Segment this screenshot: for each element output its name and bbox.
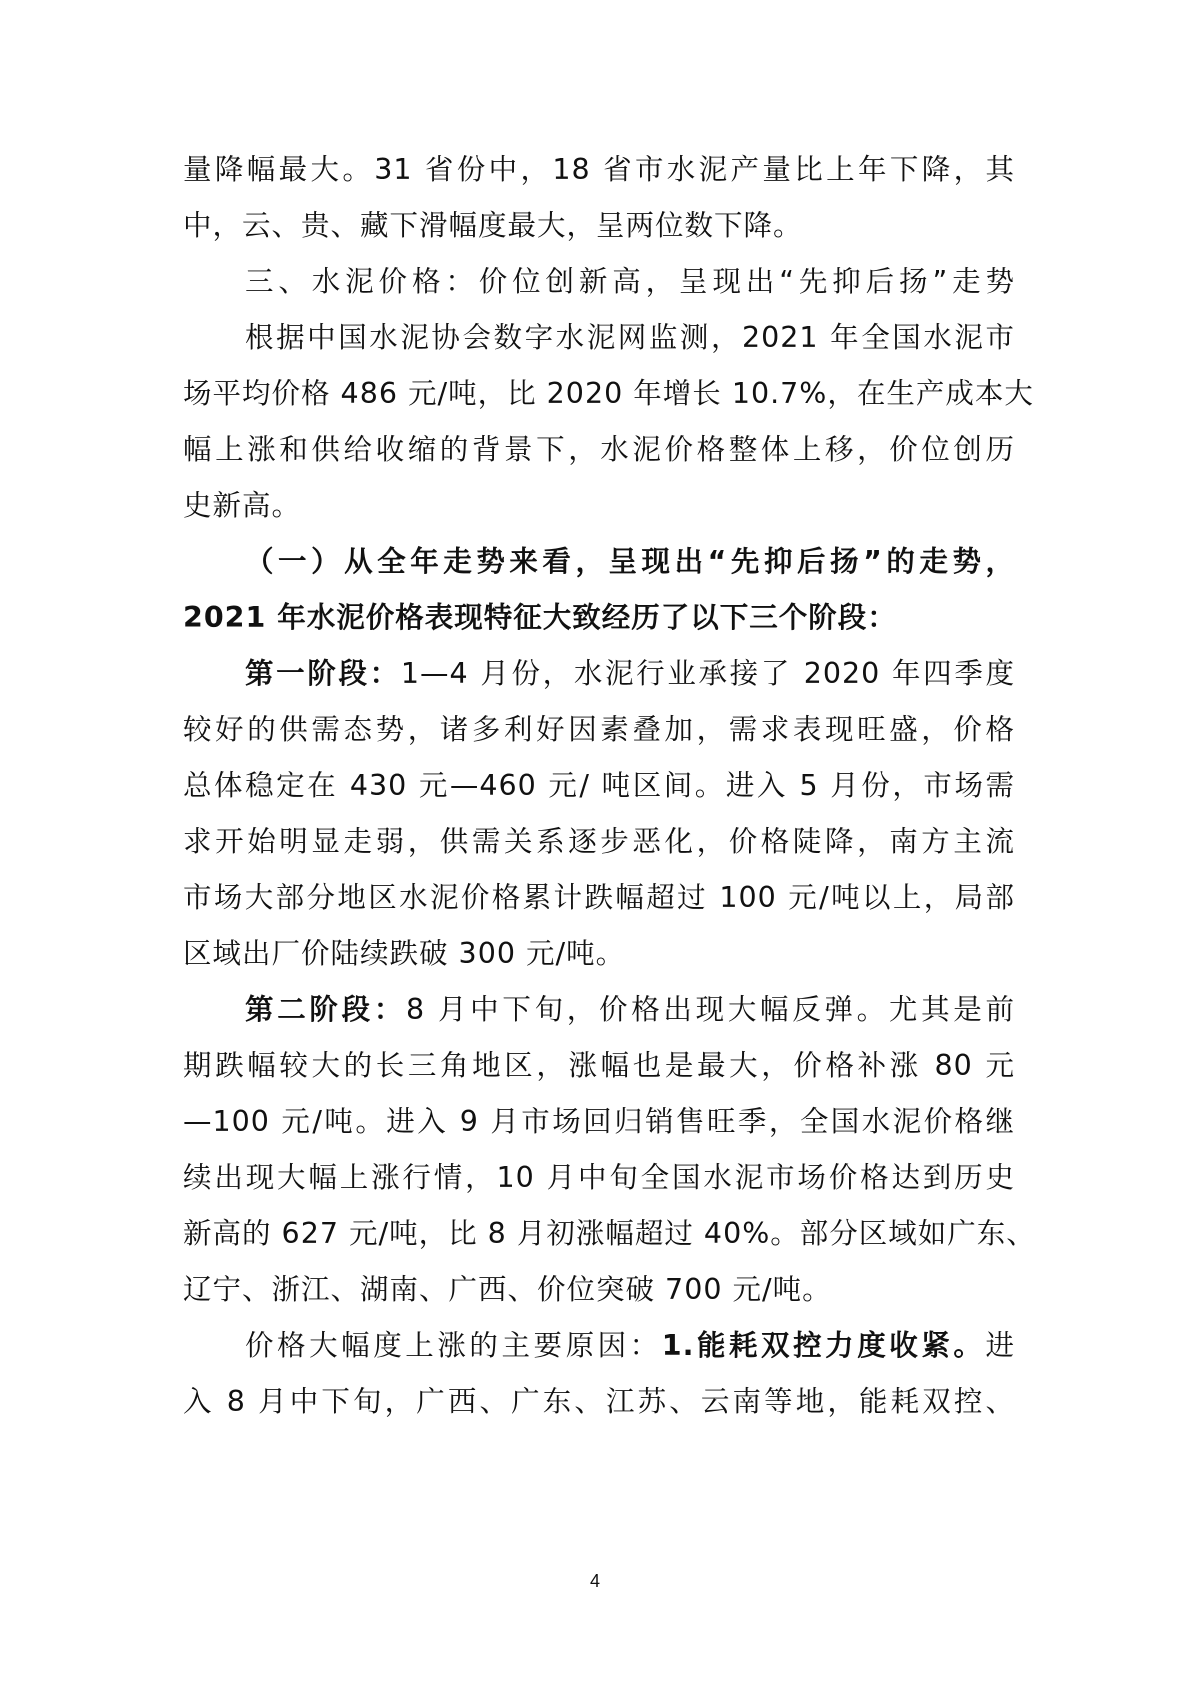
paragraph-line: 量降幅最大。31 省份中，18 省市水泥产量比上年下降，其 (183, 153, 1015, 186)
subsection-heading: 2021 年水泥价格表现特征大致经历了以下三个阶段： (183, 601, 897, 634)
section-heading: 三、水泥价格：价位创新高，呈现出“先抑后扬”走势 (245, 265, 1015, 298)
paragraph-line: 入 8 月中下旬，广西、广东、江苏、云南等地，能耗双控、 (183, 1385, 1015, 1418)
paragraph-line: 期跌幅较大的长三角地区，涨幅也是最大，价格补涨 80 元 (183, 1049, 1015, 1082)
paragraph-line: 辽宁、浙江、湖南、广西、价位突破 700 元/吨。 (183, 1273, 832, 1306)
stage-two-line (245, 990, 1015, 1030)
paragraph-line: 市场大部分地区水泥价格累计跌幅超过 100 元/吨以上，局部 (183, 881, 1015, 914)
page-number: 4 (589, 1571, 600, 1591)
stage-two-label: 第二阶段： (245, 993, 407, 1026)
stage-one-text: 1—4 月份，水泥行业承接了 2020 年四季度 (400, 657, 1015, 690)
paragraph-line: 总体稳定在 430 元—460 元/ 吨区间。进入 5 月份，市场需 (183, 769, 1015, 802)
reason-suffix: 进 (985, 1329, 1015, 1362)
stage-one-label: 第一阶段： (245, 657, 401, 690)
paragraph-line: 史新高。 (183, 489, 302, 522)
paragraph-line: 新高的 627 元/吨，比 8 月初涨幅超过 40%。部分区域如广东、 (183, 1217, 1036, 1250)
reason-prefix: 价格大幅度上涨的主要原因： (245, 1329, 662, 1362)
paragraph-line: 中，云、贵、藏下滑幅度最大，呈两位数下降。 (183, 209, 803, 242)
paragraph-line: 幅上涨和供给收缩的背景下，水泥价格整体上移，价位创历 (183, 433, 1015, 466)
subsection-heading: （一）从全年走势来看，呈现出“先抑后扬”的走势， (245, 545, 1015, 578)
stage-two-text: 8 月中下旬，价格出现大幅反弹。尤其是前 (406, 993, 1015, 1026)
reason-bold: 1.能耗双控力度收紧。 (661, 1329, 986, 1362)
paragraph-line: 区域出厂价陆续跌破 300 元/吨。 (183, 937, 626, 970)
stage-one-line (245, 654, 1015, 694)
paragraph-line: 较好的供需态势，诸多利好因素叠加，需求表现旺盛，价格 (183, 713, 1015, 746)
paragraph-line: 根据中国水泥协会数字水泥网监测，2021 年全国水泥市 (245, 321, 1015, 354)
paragraph-line: —100 元/吨。进入 9 月市场回归销售旺季，全国水泥价格继 (183, 1105, 1015, 1138)
paragraph-line: 场平均价格 486 元/吨，比 2020 年增长 10.7%，在生产成本大 (183, 377, 1034, 410)
reason-line (245, 1326, 1015, 1366)
paragraph-line: 续出现大幅上涨行情，10 月中旬全国水泥市场价格达到历史 (183, 1161, 1015, 1194)
paragraph-line: 求开始明显走弱，供需关系逐步恶化，价格陡降，南方主流 (183, 825, 1015, 858)
